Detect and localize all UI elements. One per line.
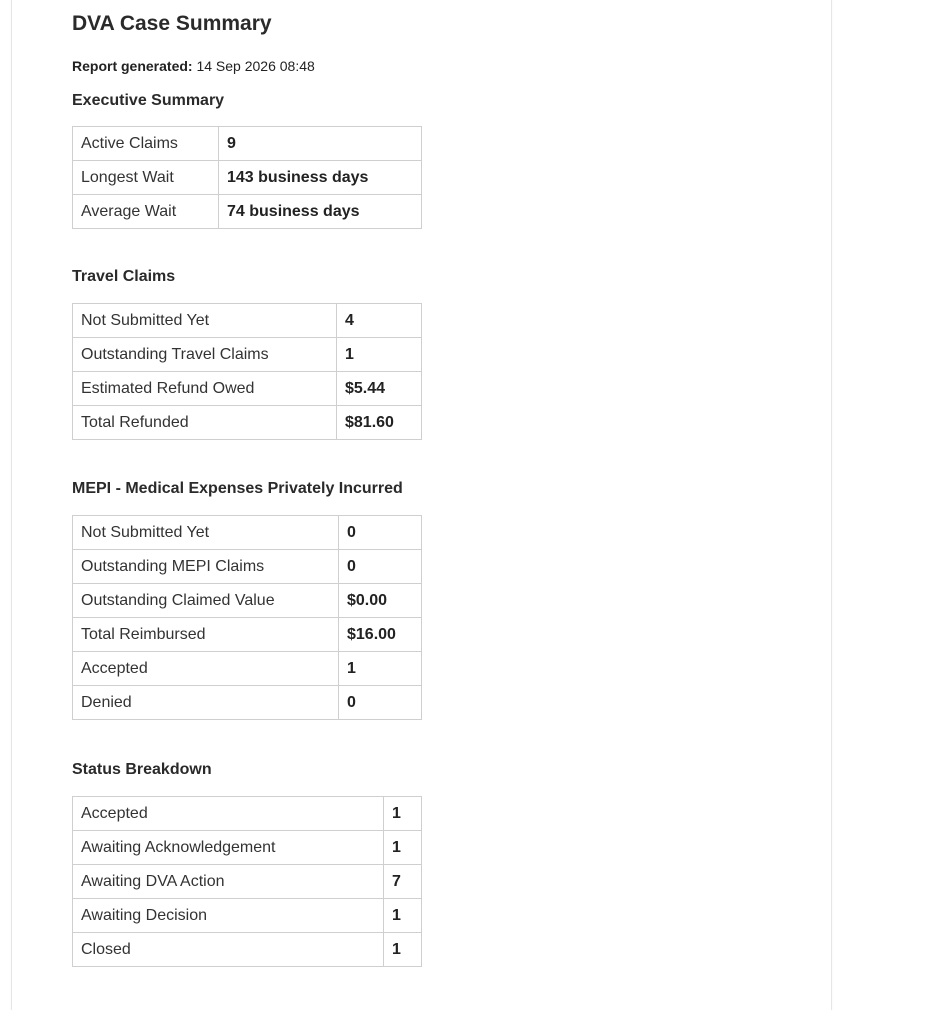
table-row <box>73 372 422 406</box>
table-row <box>73 618 422 652</box>
table-row <box>73 161 422 195</box>
row-label: Total Reimbursed <box>73 618 339 652</box>
row-label: Estimated Refund Owed <box>73 372 337 406</box>
row-label: Awaiting Acknowledgement <box>73 831 384 865</box>
row-value: $81.60 <box>337 406 422 440</box>
row-label: Not Submitted Yet <box>73 516 339 550</box>
row-value: $0.00 <box>339 584 422 618</box>
row-value: $16.00 <box>339 618 422 652</box>
page-title: DVA Case Summary <box>72 12 272 35</box>
table-row <box>73 338 422 372</box>
travel-claims-table <box>72 303 422 440</box>
row-label: Total Refunded <box>73 406 337 440</box>
table-row <box>73 797 422 831</box>
report-generated-value: 14 Sep 2026 08:48 <box>196 58 315 74</box>
table-row <box>73 865 422 899</box>
row-value: 1 <box>384 831 422 865</box>
table-row <box>73 686 422 720</box>
row-label: Accepted <box>73 797 384 831</box>
row-value: $5.44 <box>337 372 422 406</box>
table-row <box>73 304 422 338</box>
section-heading-mepi: MEPI - Medical Expenses Privately Incurred <box>72 480 403 497</box>
table-row <box>73 195 422 229</box>
table-row <box>73 127 422 161</box>
row-label: Longest Wait <box>73 161 219 195</box>
report-generated-label: Report generated: <box>72 58 193 74</box>
row-label: Average Wait <box>73 195 219 229</box>
row-label: Awaiting DVA Action <box>73 865 384 899</box>
table-row <box>73 899 422 933</box>
mepi-table <box>72 515 422 720</box>
section-heading-travel-claims: Travel Claims <box>72 268 176 285</box>
row-value: 0 <box>339 686 422 720</box>
row-value: 7 <box>384 865 422 899</box>
table-row <box>73 584 422 618</box>
row-value: 4 <box>337 304 422 338</box>
row-label: Accepted <box>73 652 339 686</box>
table-row <box>73 831 422 865</box>
table-row <box>73 933 422 967</box>
report-generated <box>72 58 315 74</box>
section-heading-status-breakdown: Status Breakdown <box>72 761 212 778</box>
status-breakdown-table <box>72 796 422 967</box>
executive-summary-table <box>72 126 422 229</box>
table-row <box>73 652 422 686</box>
row-value: 74 business days <box>219 195 422 229</box>
row-label: Denied <box>73 686 339 720</box>
row-label: Not Submitted Yet <box>73 304 337 338</box>
row-value: 9 <box>219 127 422 161</box>
row-value: 0 <box>339 516 422 550</box>
row-value: 1 <box>339 652 422 686</box>
row-value: 1 <box>384 899 422 933</box>
table-row <box>73 406 422 440</box>
row-label: Closed <box>73 933 384 967</box>
row-label: Active Claims <box>73 127 219 161</box>
row-value: 0 <box>339 550 422 584</box>
row-value: 143 business days <box>219 161 422 195</box>
table-row <box>73 516 422 550</box>
report-page <box>11 0 832 1010</box>
row-label: Outstanding Claimed Value <box>73 584 339 618</box>
row-label: Outstanding MEPI Claims <box>73 550 339 584</box>
row-label: Awaiting Decision <box>73 899 384 933</box>
row-value: 1 <box>384 933 422 967</box>
row-value: 1 <box>337 338 422 372</box>
section-heading-executive-summary: Executive Summary <box>72 92 225 109</box>
table-row <box>73 550 422 584</box>
row-value: 1 <box>384 797 422 831</box>
row-label: Outstanding Travel Claims <box>73 338 337 372</box>
